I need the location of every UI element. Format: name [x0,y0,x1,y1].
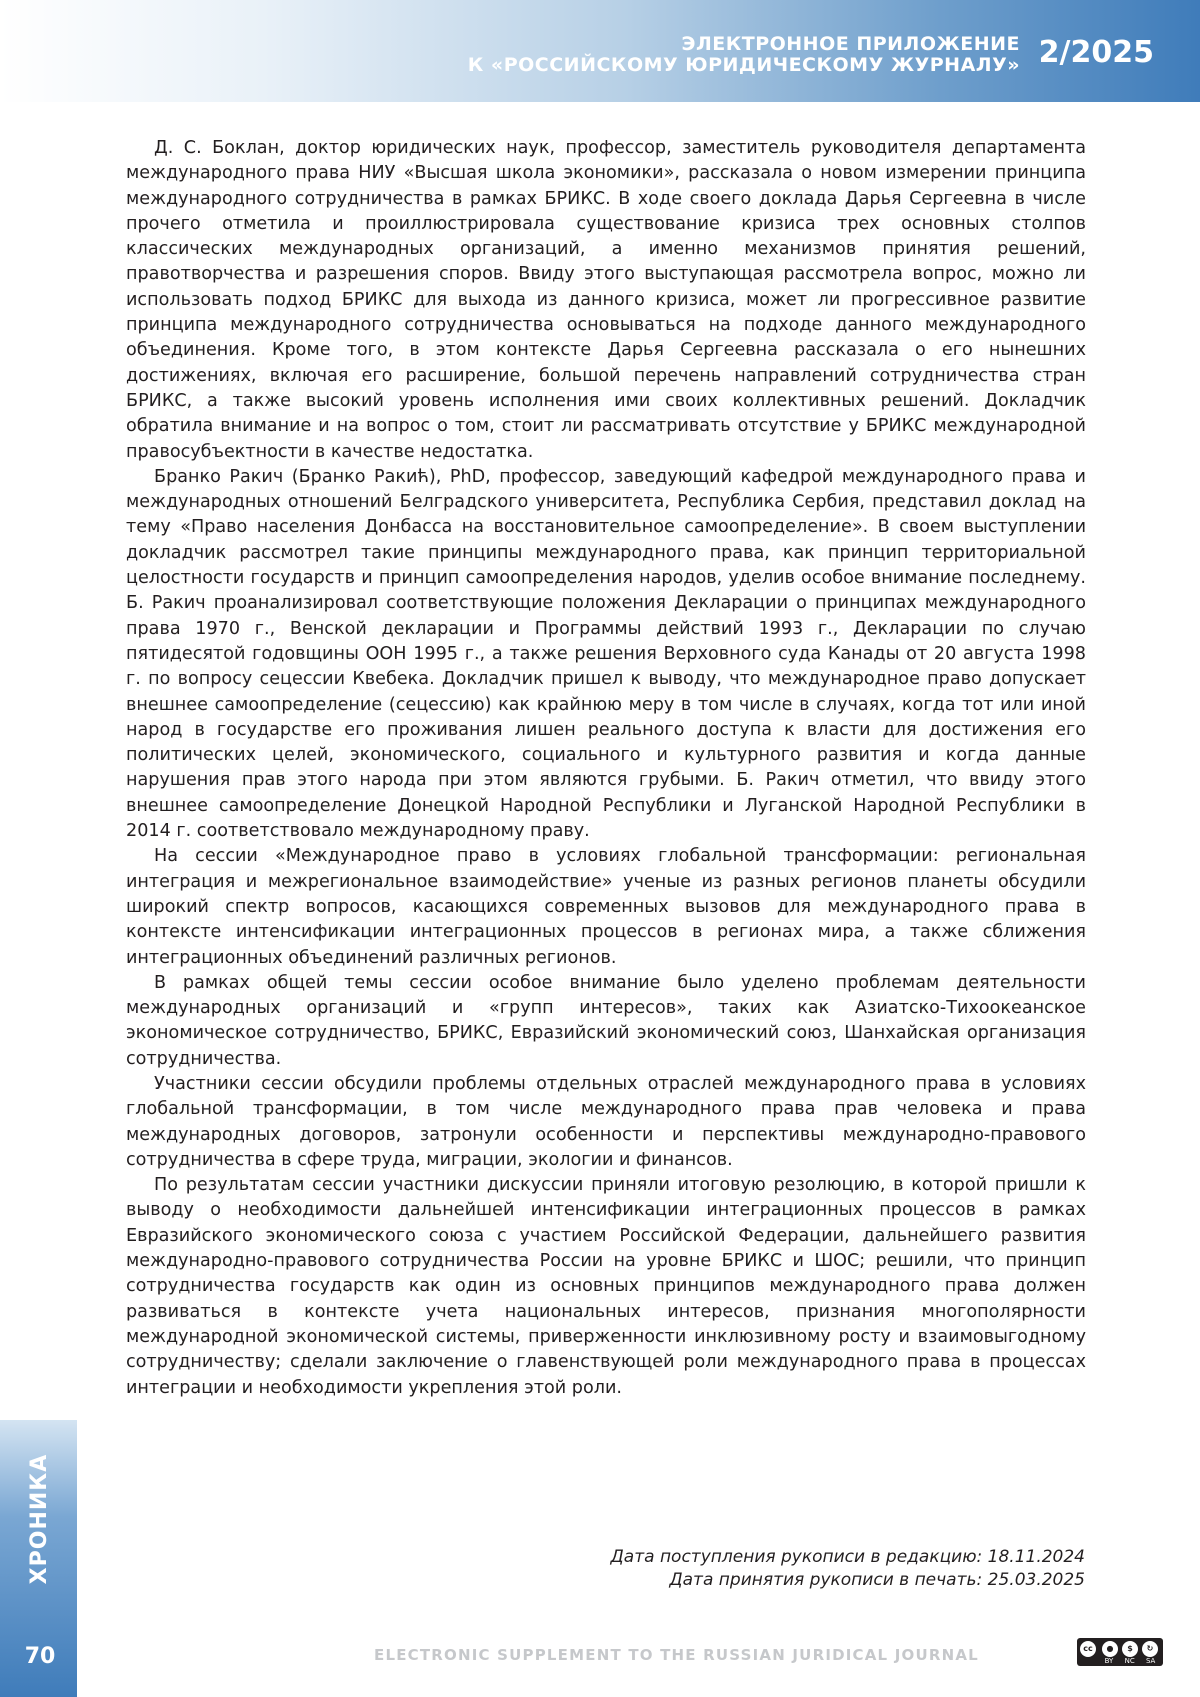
manuscript-dates [611,1546,1085,1592]
nc-icon: $ [1122,1641,1138,1657]
article-body [126,136,1086,1401]
date-received: Дата поступления рукописи в редакцию: 18.11.2024 [611,1546,1085,1569]
paragraph: Д. С. Боклан, доктор юридических наук, профессор, заместитель руководителя департамента международного права НИУ «Высшая школа экономики», рассказала о новом измерении принципа международного сотрудничества в рамках БРИКС. В ходе своего доклада Дарья Сергеевна в числе прочего отметила и проиллюстрировала существование кризиса трех основных столпов классических международных организаций, а именно механизмов принятия решений, правотворчества и разрешения споров. Ввиду этого выступающая рассмотрела вопрос, можно ли использовать подход БРИКС для выхода из данного кризиса, может ли прогрессивное развитие принципа международного сотрудничества основываться на подходе данного международного объединения. Кроме того, в этом контексте Дарья Сергеевна рассказала о его нынешних достижениях, включая его расширение, большой перечень направлений сотрудничества стран БРИКС, а также высокий уровень исполнения ими своих коллективных решений. Докладчик обратила внимание и на вопрос о том, стоит ли рассматривать отсутствие у БРИКС международной правосубъектности в качестве недостатка. [126,136,1086,465]
footer-journal-name: ELECTRONIC SUPPLEMENT TO THE RUSSIAN JURIDICAL JOURNAL [374,1646,979,1664]
paragraph: Участники сессии обсудили проблемы отдельных отраслей международного права в условиях глобальной трансформации, в том числе международного права прав человека и права международных договоров, затронули особенности и перспективы международно-правового сотрудничества в сфере труда, миграции, экологии и финансов. [126,1072,1086,1173]
paragraph: В рамках общей темы сессии особое внимание было уделено проблемам деятельности международных организаций и «групп интересов», таких как Азиатско-Тихоокеанское экономическое сотрудничество, БРИКС, Евразийский экономический союз, Шанхайская организация сотрудничества. [126,971,1086,1072]
by-icon: ● [1102,1641,1118,1657]
issue-number: 2/2025 [1039,38,1154,68]
header-title-line2: К «РОССИЙСКОМУ ЮРИДИЧЕСКОМУ ЖУРНАЛУ» [468,55,1020,76]
sa-label: SA [1146,1657,1155,1665]
section-label-text: ХРОНИКА [26,1449,54,1589]
paragraph: По результатам сессии участники дискуссии приняли итоговую резолюцию, в которой пришли к выводу о необходимости дальнейшей интенсификации интеграционных процессов в рамках Евразийского экономического союза с участием Российской Федерации, дальнейшего развития международно-правового сотрудничества России на уровне БРИКС и ШОС; решили, что принцип сотрудничества государств как один из основных принципов международного права должен развиваться в контексте учета национальных интересов, признания многополярности международной экономической системы, приверженности инклюзивному росту и взаимовыгодному сотрудничеству; сделали заключение о главенствующей роли международного права в процессах интеграции и необходимости укрепления этой роли. [126,1173,1086,1401]
cc-icon: cc [1080,1641,1096,1657]
nc-label: NC [1125,1657,1135,1665]
sa-icon: ↻ [1142,1641,1158,1657]
cc-license-badge[interactable] [1077,1638,1163,1666]
page-number: 70 [10,1644,70,1669]
paragraph: Бранко Ракич (Бранко Ракић), PhD, профессор, заведующий кафедрой международного права и международных отношений Белградского университета, Республика Сербия, представил доклад на тему «Право населения Донбасса на восстановительное самоопределение». В своем выступлении докладчик рассмотрел такие принципы международного права, как принцип территориальной целостности государств и принцип самоопределения народов, уделив особое внимание последнему. Б. Ракич проанализировал соответствующие положения Декларации о принципах международного права 1970 г., Венской декларации и Программы действий 1993 г., Декларации по случаю пятидесятой годовщины ООН 1995 г., а также решения Верховного суда Канады от 20 августа 1998 г. по вопросу сецессии Квебека. Докладчик пришел к выводу, что международное право допускает внешнее самоопределение (сецессию) как крайнюю меру в том числе в случаях, когда тот или иной народ в государстве его проживания лишен реального доступа к власти для достижения его политических целей, экономического, социального и культурного развития и когда данные нарушения прав этого народа при этом являются грубыми. Б. Ракич отметил, что ввиду этого внешнее самоопределение Донецкой Народной Республики и Луганской Народной Республики в 2014 г. соответствовало международному праву. [126,465,1086,844]
by-label: BY [1105,1657,1114,1665]
journal-header-title [468,34,1020,76]
paragraph: На сессии «Международное право в условиях глобальной трансформации: региональная интеграция и межрегиональное взаимодействие» ученые из разных регионов планеты обсудили широкий спектр вопросов, касающихся современных вызовов для международного права в контексте интенсификации интеграционных процессов в регионах мира, а также сближения интеграционных объединений различных регионов. [126,844,1086,970]
date-accepted: Дата принятия рукописи в печать: 25.03.2025 [611,1569,1085,1592]
header-title-line1: ЭЛЕКТРОННОЕ ПРИЛОЖЕНИЕ [468,34,1020,55]
